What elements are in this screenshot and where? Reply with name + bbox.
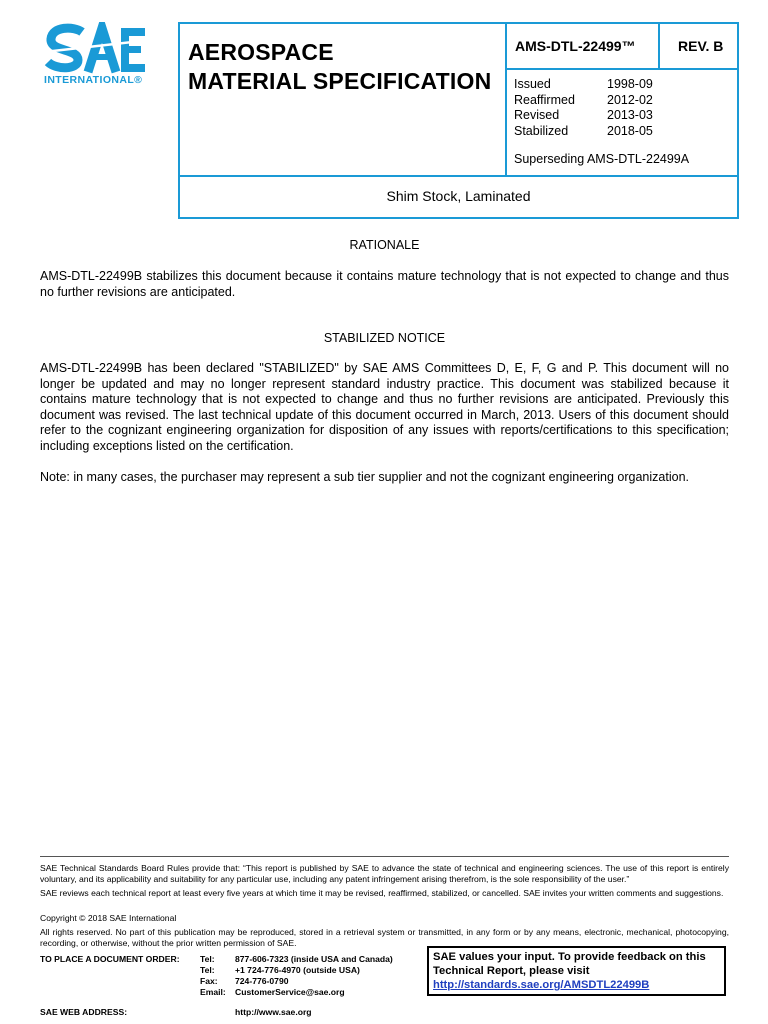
- order-label: TO PLACE A DOCUMENT ORDER:: [40, 954, 180, 964]
- rationale-heading: RATIONALE: [349, 238, 420, 252]
- date-row-stabilized: [514, 124, 653, 140]
- contact-label: Email:: [200, 987, 226, 997]
- date-label: Issued: [514, 77, 551, 91]
- date-value: 2018-05: [607, 123, 653, 138]
- date-row-issued: [514, 77, 653, 93]
- feedback-box: [427, 946, 726, 996]
- web-address-link[interactable]: http://www.sae.org: [235, 1007, 312, 1017]
- date-label: Stabilized: [514, 123, 569, 138]
- date-history: [514, 77, 653, 139]
- revision-label: REV. B: [678, 38, 724, 54]
- rights-text: All rights reserved. No part of this publication may be reproduced, stored in a retrieval system or transmitted, in any form or by any means, electronic, mechanical, photocopying, recording, or otherwise, without the prior written permission of SAE.: [40, 927, 729, 948]
- document-category: [188, 38, 491, 96]
- review-text: SAE reviews each technical report at least every five years at which time it may be revised, reaffirmed, stabilized, or cancelled. SAE invites your written comments and suggestions.: [40, 888, 724, 898]
- copyright-text: Copyright © 2018 SAE International: [40, 913, 177, 923]
- contact-value: 877-606-7323 (inside USA and Canada): [235, 954, 393, 964]
- document-number: AMS-DTL-22499™: [515, 38, 636, 54]
- note-paragraph: Note: in many cases, the purchaser may represent a sub tier supplier and not the cognizant engineering organization.: [40, 470, 689, 484]
- board-rules-text: SAE Technical Standards Board Rules provide that: “This report is published by SAE to advance the state of technical and engineering sciences. The use of this report is entirely voluntary, and its applicability and suitability for any particular use, including any patent infringement arising therefrom, is the sole responsibility of the user.”: [40, 863, 729, 884]
- contact-value: 724-776-0790: [235, 976, 289, 986]
- contact-label: Tel:: [200, 965, 215, 975]
- stabilized-notice-heading: STABILIZED NOTICE: [323, 331, 446, 345]
- logo-subtitle: INTERNATIONAL®: [44, 74, 143, 86]
- date-label: Reaffirmed: [514, 92, 575, 107]
- email-link[interactable]: CustomerService@sae.org: [235, 987, 345, 997]
- date-value: 1998-09: [607, 77, 653, 91]
- category-line-2: MATERIAL SPECIFICATION: [188, 68, 492, 94]
- feedback-link[interactable]: http://standards.sae.org/AMSDTL22499B: [433, 979, 650, 991]
- web-address-label: SAE WEB ADDRESS:: [40, 1007, 128, 1017]
- order-contacts: [40, 954, 393, 1018]
- contact-label: Fax:: [200, 976, 218, 986]
- date-value: 2013-03: [607, 108, 653, 122]
- rationale-paragraph: AMS-DTL-22499B stabilizes this document because it contains mature technology that is not expected to change and thus no further revisions are anticipated.: [40, 269, 729, 299]
- date-value: 2012-02: [607, 92, 653, 107]
- contact-value: +1 724-776-4970 (outside USA): [235, 965, 360, 975]
- superseding-note: Superseding AMS-DTL-22499A: [514, 152, 690, 166]
- footer-divider: [40, 856, 729, 857]
- feedback-line-1: SAE values your input. To provide feedback on this: [433, 951, 706, 963]
- date-row-reaffirmed: [514, 93, 653, 109]
- contact-label: Tel:: [200, 954, 215, 964]
- date-row-revised: [514, 108, 653, 124]
- feedback-line-2: Technical Report, please visit: [433, 965, 590, 977]
- date-label: Revised: [514, 108, 560, 122]
- category-line-1: AEROSPACE: [188, 39, 334, 65]
- stabilized-notice-paragraph: AMS-DTL-22499B has been declared "STABILIZED" by SAE AMS Committees D, E, F, G and P. This document will no longer be updated and may no longer represent standard industry practice. This document was stabilized because it contains mature technology that is not expected to change and thus no further revisions are anticipated. Previously this document was revised. The last technical update of this document occurred in March, 2013. Users of this document should refer to the cognizant engineering organization for disposition of any issues with reports/certifications to this specification; including exceptions listed on the certification.: [40, 361, 729, 453]
- document-title: Shim Stock, Laminated: [386, 188, 531, 204]
